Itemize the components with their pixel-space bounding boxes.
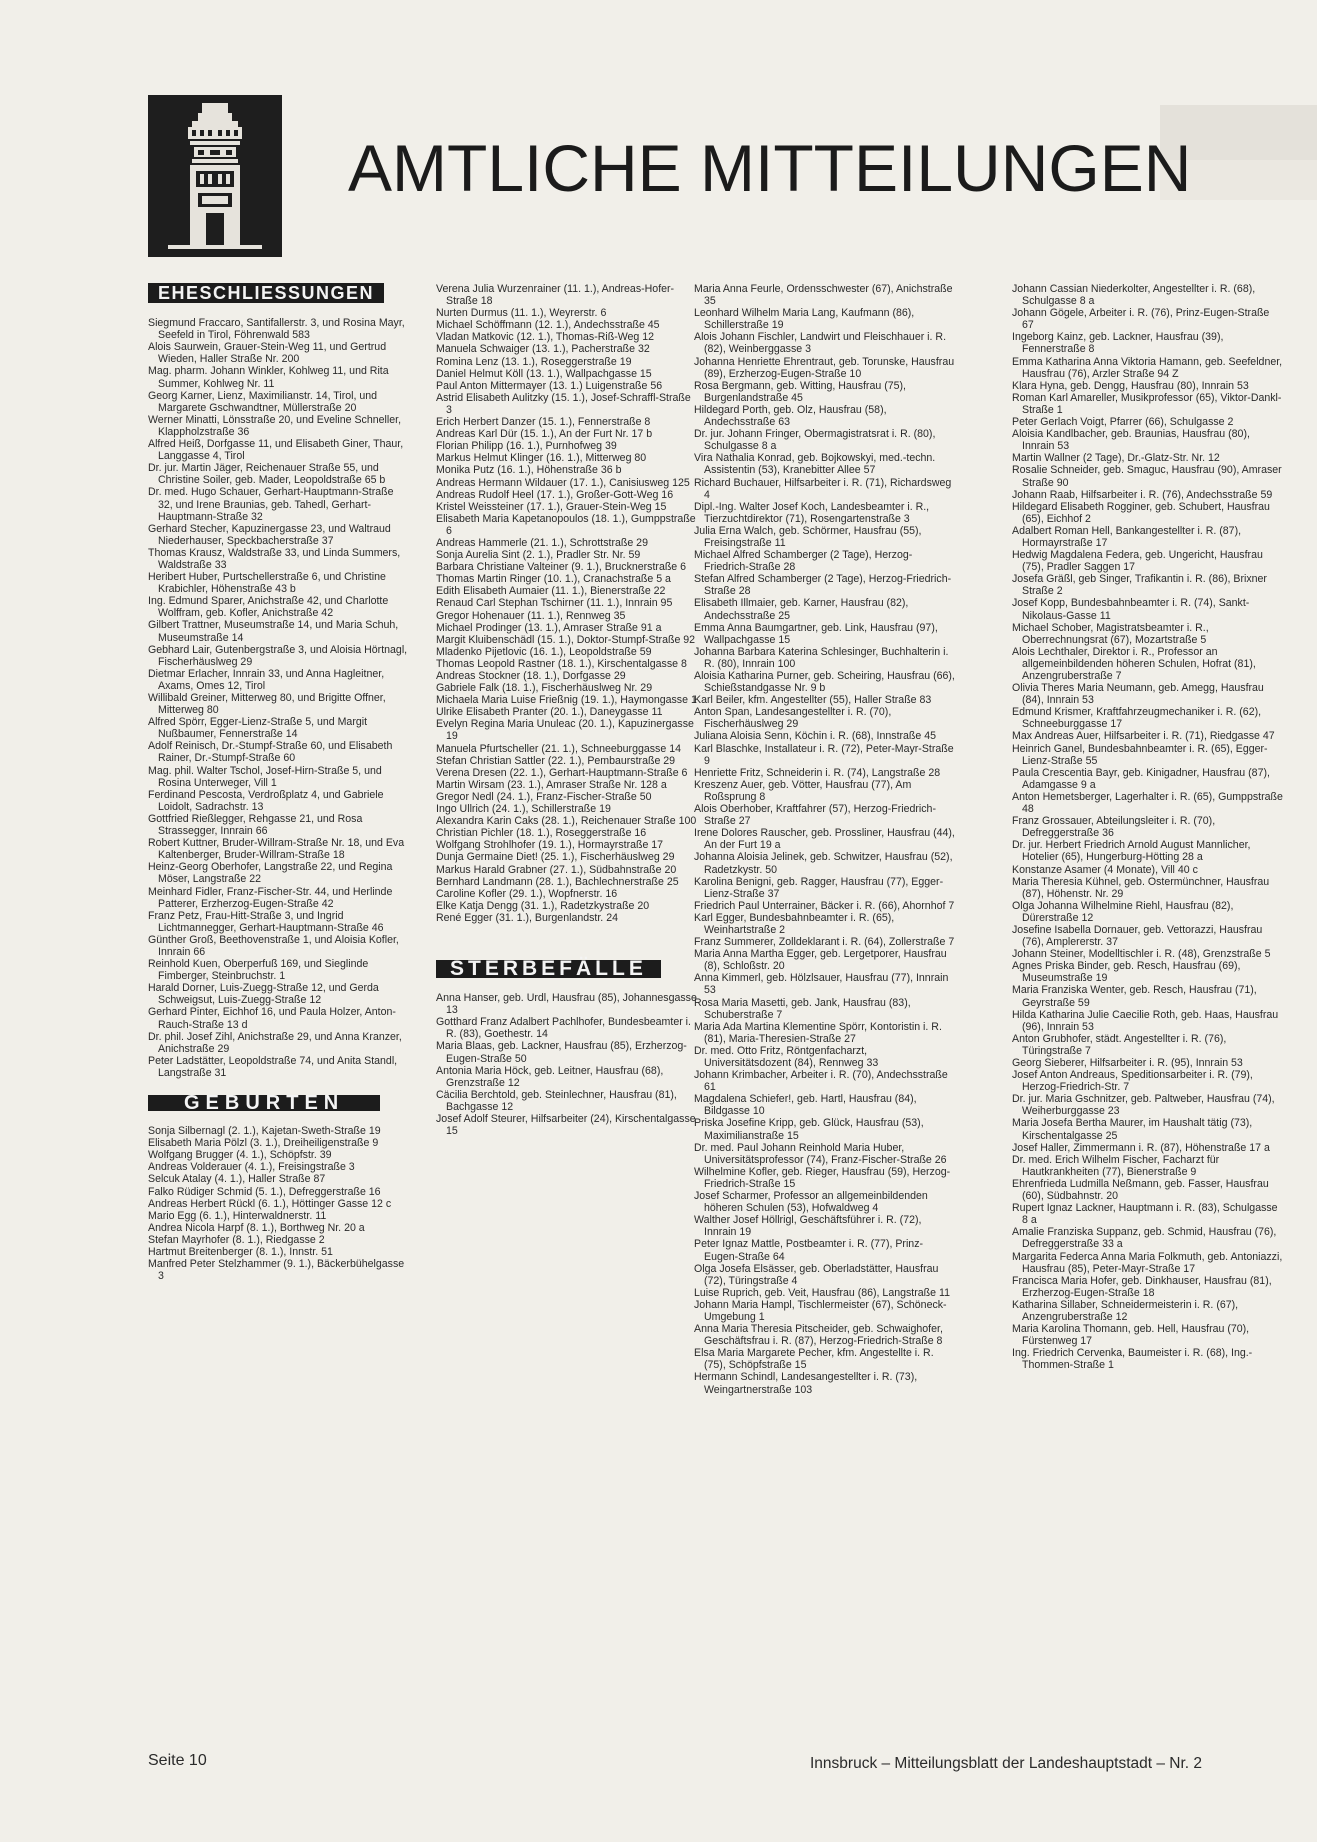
list-item: Verena Julia Wurzenrainer (11. 1.), Andreas-Hofer-Straße 18 (436, 283, 675, 308)
list-item: Kreszenz Auer, geb. Vötter, Hausfrau (77), Am Roßsprung 8 (694, 778, 912, 803)
list-item: Emma Anna Baumgartner, geb. Link, Hausfrau (97), Wallpachgasse 15 (694, 621, 938, 646)
list-item: Dr. med. Paul Johann Reinhold Maria Huber, Universitätsprofessor (74), Franz-Fischer-Straße 26 (694, 1141, 947, 1166)
list-item: René Egger (31. 1.), Burgenlandstr. 24 (436, 911, 618, 924)
list-item: Hartmut Breitenberger (8. 1.), Innstr. 51 (148, 1246, 333, 1259)
list-item: Anton Hemetsberger, Lagerhalter i. R. (65), Gumppstraße 48 (1012, 790, 1283, 816)
section-heading-marriages: EHESCHLIESSUNGEN (148, 283, 384, 303)
list-item: Ingeborg Kainz, geb. Lackner, Hausfrau (39), Fennerstraße 8 (1012, 331, 1224, 356)
list-item: Gottfried Rießlegger, Rehgasse 21, und Rosa Strassegger, Innrain 66 (148, 812, 363, 838)
column-4 (1012, 283, 1284, 1371)
list-item: Agnes Priska Binder, geb. Resch, Hausfrau (69), Museumstraße 19 (1012, 960, 1241, 985)
list-item: Gotthard Franz Adalbert Pachlhofer, Bundesbeamter i. R. (83), Goethestr. 14 (436, 1016, 691, 1041)
list-item: Maria Josefa Bertha Maurer, im Haushalt tätig (73), Kirschentalgasse 25 (1012, 1117, 1253, 1142)
list-item: Hilda Katharina Julie Caecilie Roth, geb. Haas, Hausfrau (96), Innrain 53 (1012, 1008, 1279, 1033)
list-item: Wilhelmine Kofler, geb. Rieger, Hausfrau (59), Herzog-Friedrich-Straße 15 (694, 1165, 951, 1190)
list-item: Olga Johanna Wilhelmine Riehl, Hausfrau (82), Dürerstraße 12 (1012, 899, 1234, 924)
list-item: Erich Herbert Danzer (15. 1.), Fennerstraße 8 (436, 416, 651, 429)
column-3 (694, 283, 956, 1396)
list-item: Rosa Maria Masetti, geb. Jank, Hausfrau (83), Schuberstraße 7 (694, 996, 911, 1021)
list-item: Luise Ruprich, geb. Veit, Hausfrau (86), Langstraße 11 (694, 1286, 950, 1299)
list-item: Michael Prodinger (13. 1.), Amraser Straße 91 a (436, 621, 662, 634)
list-item: Martin Wallner (2 Tage), Dr.-Glatz-Str. Nr. 12 (1012, 452, 1220, 465)
list-item: Klara Hyna, geb. Dengg, Hausfrau (80), Innrain 53 (1012, 379, 1249, 392)
list-item: Friedrich Paul Unterrainer, Bäcker i. R. (66), Ahornhof 7 (694, 899, 955, 912)
section-heading-births: GEBURTEN (148, 1095, 380, 1111)
list-item: Evelyn Regina Maria Unuleac (20. 1.), Kapuzinergasse 19 (436, 718, 694, 743)
list-item: Gabriele Falk (18. 1.), Fischerhäuslweg Nr. 29 (436, 682, 653, 695)
list-item: Michael Schöffmann (12. 1.), Andechsstraße 45 (436, 319, 660, 332)
list-item: Florian Philipp (16. 1.), Purnhofweg 39 (436, 440, 617, 453)
list-item: Dr. med. Otto Fritz, Röntgenfacharzt, Universitätsdozent (84), Rennweg 33 (694, 1044, 879, 1069)
list-item: Andreas Stockner (18. 1.), Dorfgasse 29 (436, 670, 626, 682)
births-list (148, 1125, 410, 1282)
list-item: Hildegard Porth, geb. Olz, Hausfrau (58), Andechsstraße 63 (694, 403, 887, 429)
list-item: Andrea Nicola Harpf (8. 1.), Borthweg Nr. 20 a (148, 1221, 365, 1234)
list-item: Markus Harald Grabner (27. 1.), Südbahnstraße 20 (436, 863, 677, 876)
list-item: Karl Egger, Bundesbahnbeamter i. R. (65), Weinhartstraße 2 (694, 911, 895, 936)
list-item: Adalbert Roman Hell, Bankangestellter i. R. (87), Hormayrstraße 17 (1012, 524, 1242, 549)
list-item: Wolfgang Brugger (4. 1.), Schöpfstr. 39 (148, 1149, 332, 1162)
list-item: Meinhard Fidler, Franz-Fischer-Str. 44, und Herlinde Patterer, Erzherzog-Eugen-Straße 42 (148, 885, 393, 910)
list-item: Dr. med. Hugo Schauer, Gerhart-Hauptmann-Straße 32, und Irene Braunias, geb. Tahedl, Gerhart-Hauptmann-Straße 32 (148, 486, 394, 523)
list-item: Dr. jur. Martin Jäger, Reichenauer Straße 55, und Christine Soiler, geb. Mader, Leopoldstraße 65 b (148, 462, 386, 487)
list-item: Mladenko Pijetlovic (16. 1.), Leopoldstraße 59 (436, 645, 652, 658)
list-item: Johann Raab, Hilfsarbeiter i. R. (76), Andechsstraße 59 (1012, 488, 1273, 501)
list-item: Elisabeth Maria Kapetanopoulos (18. 1.), Gumppstraße 6 (436, 512, 696, 537)
list-item: Hedwig Magdalena Federa, geb. Ungericht, Hausfrau (75), Pradler Saggen 17 (1012, 549, 1263, 574)
list-item: Mario Egg (6. 1.), Hinterwaldnerstr. 11 (148, 1209, 327, 1222)
list-item: Vira Nathalia Konrad, geb. Bojkowskyi, med.-techn. Assistentin (53), Kranebitter Allee 57 (694, 452, 936, 477)
list-item: Walther Josef Höllrigl, Geschäftsführer i. R. (72), Innrain 19 (694, 1214, 922, 1239)
list-item: Georg Karner, Lienz, Maximilianstr. 14, Tirol, und Margarete Gschwandtner, Müllerstraße 20 (148, 389, 378, 414)
list-item: Franz Grossauer, Abteilungsleiter i. R. (70), Defreggerstraße 36 (1012, 815, 1216, 840)
list-item: Ehrenfrieda Ludmilla Neßmann, geb. Fasser, Hausfrau (60), Südbahnstr. 20 (1012, 1177, 1269, 1203)
list-item: Gerhard Stecher, Kapuzinergasse 23, und Waltraud Niederhauser, Speckbacherstraße 37 (148, 522, 391, 547)
list-item: Olivia Theres Maria Neumann, geb. Amegg, Hausfrau (84), Innrain 53 (1012, 682, 1264, 707)
list-item: Monika Putz (16. 1.), Höhenstraße 36 b (436, 464, 622, 477)
list-item: Maria Anna Feurle, Ordensschwester (67), Anichstraße 35 (694, 283, 953, 308)
list-item: Anna Maria Theresia Pitscheider, geb. Schwaighofer, Geschäftsfrau i. R. (87), Herzog-Friedrich-Straße 8 (694, 1323, 943, 1348)
list-item: Sonja Silbernagl (2. 1.), Kajetan-Sweth-Straße 19 (148, 1125, 381, 1138)
list-item: Juliana Aloisia Senn, Köchin i. R. (68), Innstraße 45 (694, 730, 937, 743)
list-item: Mag. pharm. Johann Winkler, Kohlweg 11, und Rita Summer, Kohlweg Nr. 11 (148, 365, 389, 390)
list-item: Caroline Kofler (29. 1.), Wopfnerstr. 16 (436, 887, 618, 900)
list-item: Priska Josefine Kripp, geb. Glück, Hausfrau (53), Maximilianstraße 15 (694, 1117, 924, 1142)
list-item: Katharina Sillaber, Schneidermeisterin i. R. (67), Anzengruberstraße 12 (1012, 1298, 1239, 1323)
list-item: Vladan Matkovic (12. 1.), Thomas-Riß-Weg 12 (436, 331, 655, 344)
list-item: Bernhard Landmann (28. 1.), Bachlechnerstraße 25 (436, 875, 679, 888)
list-item: Alfred Spörr, Egger-Lienz-Straße 5, und Margit Nußbaumer, Fennerstraße 14 (148, 716, 368, 741)
list-item: Maria Anna Martha Egger, geb. Lergetporer, Hausfrau (8), Schloßstr. 20 (694, 948, 947, 973)
list-item: Maria Karolina Thomann, geb. Hell, Hausfrau (70), Fürstenweg 17 (1012, 1323, 1250, 1348)
list-item: Martin Wirsam (23. 1.), Amraser Straße Nr. 128 a (436, 778, 667, 791)
list-item: Michael Alfred Schamberger (2 Tage), Herzog-Friedrich-Straße 28 (694, 549, 913, 574)
list-item: Werner Minatti, Lönsstraße 20, und Eveline Schneller, Klappholzstraße 36 (148, 413, 402, 438)
list-item: Mag. phil. Walter Tschol, Josef-Hirn-Straße 5, und Rosina Unterweger, Vill 1 (148, 764, 382, 789)
list-item: Karolina Benigni, geb. Ragger, Hausfrau (77), Egger-Lienz-Straße 37 (694, 875, 944, 900)
section-heading-deaths: STERBEFÄLLE (436, 960, 661, 978)
list-item: Astrid Elisabeth Aulitzky (15. 1.), Josef-Schraffl-Straße 3 (436, 391, 691, 416)
list-item: Franz Summerer, Zolldeklarant i. R. (64), Zollerstraße 7 (694, 936, 955, 949)
list-item: Ulrike Elisabeth Pranter (20. 1.), Daneygasse 11 (436, 706, 663, 719)
list-item: Ing. Edmund Sparer, Anichstraße 42, und Charlotte Wolffram, geb. Kofler, Anichstraße 42 (148, 595, 389, 620)
list-item: Thomas Krausz, Waldstraße 33, und Linda Summers, Waldstraße 33 (148, 546, 401, 571)
list-item: Hermann Schindl, Landesangestellter i. R. (73), Weingartnerstraße 103 (694, 1371, 918, 1396)
list-item: Reinhold Kuen, Oberperfuß 169, und Sieglinde Fimberger, Steinbruchstr. 1 (148, 958, 369, 983)
list-item: Falko Rüdiger Schmid (5. 1.), Defreggerstraße 16 (148, 1185, 381, 1198)
list-item: Wolfgang Strohlhofer (19. 1.), Hormayrstraße 17 (436, 839, 664, 852)
list-item: Kristel Weissteiner (17. 1.), Grauer-Stein-Weg 15 (436, 500, 667, 513)
list-item: Ingo Ullrich (24. 1.), Schillerstraße 19 (436, 803, 611, 816)
list-item: Elke Katja Dengg (31. 1.), Radetzkystraße 20 (436, 899, 650, 912)
list-item: Heinz-Georg Oberhofer, Langstraße 22, und Regina Möser, Langstraße 22 (148, 861, 393, 886)
list-item: Selcuk Atalay (4. 1.), Haller Straße 87 (148, 1173, 326, 1186)
list-item: Barbara Christiane Valteiner (9. 1.), Brucknerstraße 6 (436, 561, 687, 574)
list-item: Andreas Karl Dür (15. 1.), An der Furt Nr. 17 b (436, 428, 653, 441)
list-item: Antonia Maria Höck, geb. Leitner, Hausfrau (68), Grenzstraße 12 (436, 1064, 664, 1089)
list-item: Rupert Ignaz Lackner, Hauptmann i. R. (83), Schulgasse 8 a (1012, 1202, 1278, 1227)
list-item: Verena Dresen (22. 1.), Gerhart-Hauptmann-Straße 6 (436, 766, 688, 779)
list-item: Amalie Franziska Suppanz, geb. Schmid, Hausfrau (76), Defreggerstraße 33 a (1012, 1226, 1277, 1251)
list-item: Johann Cassian Niederkolter, Angestellter i. R. (68), Schulgasse 8 a (1012, 283, 1256, 308)
column-2 (436, 283, 698, 1137)
list-item: Dr. jur. Maria Gschnitzer, geb. Paltweber, Hausfrau (74), Weiherburggasse 23 (1012, 1093, 1275, 1118)
list-item: Elisabeth Maria Pölzl (3. 1.), Dreiheiligenstraße 9 (148, 1137, 379, 1150)
list-item: Dietmar Erlacher, Innrain 33, und Anna Hagleitner, Axams, Omes 12, Tirol (148, 667, 385, 692)
list-item: Gebhard Lair, Gutenbergstraße 3, und Aloisia Hörtnagl, Fischerhäuslweg 29 (148, 643, 408, 668)
list-item: Aloisia Katharina Purner, geb. Scheiring, Hausfrau (66), Schießstandgasse Nr. 9 b (694, 670, 955, 695)
list-item: Roman Karl Amareller, Musikprofessor (65), Viktor-Dankl-Straße 1 (1012, 391, 1282, 416)
list-item: Nurten Durmus (11. 1.), Weyrerstr. 6 (436, 307, 607, 320)
list-item: Andreas Rudolf Heel (17. 1.), Großer-Gott-Weg 16 (436, 488, 674, 501)
list-item: Daniel Helmut Köll (13. 1.), Wallpachgasse 15 (436, 367, 652, 380)
list-item: Cäcilia Berchtold, geb. Steinlechner, Hausfrau (81), Bachgasse 12 (436, 1088, 677, 1113)
list-item: Josef Haller, Zimmermann i. R. (87), Höhenstraße 17 a (1012, 1141, 1270, 1154)
marriages-list (148, 317, 410, 1079)
list-item: Olga Josefa Elsässer, geb. Oberladstätter, Hausfrau (72), Türingstraße 4 (694, 1262, 939, 1287)
list-item: Karl Beiler, kfm. Angestellter (55), Haller Straße 83 (694, 694, 932, 707)
list-item: Johanna Barbara Katerina Schlesinger, Buchhalterin i. R. (80), Innrain 100 (694, 645, 949, 670)
list-item: Gregor Nedl (24. 1.), Franz-Fischer-Straße 50 (436, 790, 652, 803)
publication-name: Innsbruck – Mitteilungsblatt der Landeshauptstadt – Nr. 2 (810, 1755, 1203, 1772)
list-item: Peter Ignaz Mattle, Postbeamter i. R. (77), Prinz-Eugen-Straße 64 (694, 1238, 924, 1263)
list-item: Paul Anton Mittermayer (13. 1.) Luigenstraße 56 (436, 379, 663, 392)
list-item: Maria Franziska Wenter, geb. Resch, Hausfrau (71), Geyrstraße 59 (1012, 984, 1257, 1009)
list-item: Edmund Krismer, Kraftfahrzeugmechaniker i. R. (62), Schneeburggasse 17 (1012, 706, 1262, 731)
list-item: Edith Elisabeth Aumaier (11. 1.), Bienerstraße 22 (436, 585, 666, 598)
list-item: Thomas Martin Ringer (10. 1.), Cranachstraße 5 a (436, 573, 671, 586)
list-item: Siegmund Fraccaro, Santifallerstr. 3, und Rosina Mayr, Seefeld in Tirol, Föhrenwald 583 (148, 317, 405, 342)
list-item: Margit Kluibenschädl (15. 1.), Doktor-Stumpf-Straße 92 (436, 633, 696, 646)
list-item: Alexandra Karin Caks (28. 1.), Reichenauer Straße 100 (436, 815, 697, 828)
list-item: Günther Groß, Beethovenstraße 1, und Aloisia Kofler, Innrain 66 (148, 933, 399, 958)
list-item: Markus Helmut Klinger (16. 1.), Mitterweg 80 (436, 452, 647, 465)
list-item: Manuela Pfurtscheller (21. 1.), Schneeburggasse 14 (436, 742, 681, 755)
list-item: Peter Ladstätter, Leopoldstraße 74, und Anita Standl, Langstraße 31 (148, 1054, 398, 1079)
list-item: Josef Scharmer, Professor an allgemeinbildenden höheren Schulen (53), Hofwaldweg 4 (694, 1190, 928, 1215)
list-item: Andreas Herbert Rückl (6. 1.), Höttinger Gasse 12 c (148, 1197, 392, 1210)
list-item: Franz Petz, Frau-Hitt-Straße 3, und Ingrid Lichtmannegger, Gerhart-Hauptmann-Straße 46 (148, 909, 384, 934)
list-item: Stefan Alfred Schamberger (2 Tage), Herzog-Friedrich-Straße 28 (694, 573, 952, 598)
deaths-list-continued-2 (1012, 283, 1284, 1371)
list-item: Magdalena Schiefer!, geb. Hartl, Hausfrau (84), Bildgasse 10 (694, 1093, 917, 1118)
list-item: Stefan Christian Sattler (22. 1.), Pembaurstraße 29 (436, 754, 676, 767)
list-item: Heinrich Ganel, Bundesbahnbeamter i. R. (65), Egger-Lienz-Straße 55 (1012, 742, 1268, 767)
list-item: Hildegard Elisabeth Rogginer, geb. Schubert, Hausfrau (65), Eichhof 2 (1012, 500, 1270, 525)
list-item: Elisabeth Illmaier, geb. Karner, Hausfrau (82), Andechsstraße 25 (694, 597, 909, 622)
list-item: Maria Blaas, geb. Lackner, Hausfrau (85), Erzherzog-Eugen-Straße 50 (436, 1040, 687, 1065)
list-item: Max Andreas Auer, Hilfsarbeiter i. R. (71), Riedgasse 47 (1012, 730, 1275, 743)
list-item: Josef Adolf Steurer, Hilfsarbeiter (24), Kirschentalgasse 15 (436, 1113, 696, 1138)
list-item: Johann Maria Hampl, Tischlermeister (67), Schöneck-Umgebung 1 (694, 1298, 947, 1323)
list-item: Romina Lenz (13. 1.), Roseggerstraße 19 (436, 355, 632, 368)
list-item: Sonja Aurelia Sint (2. 1.), Pradler Str. Nr. 59 (436, 549, 641, 562)
list-item: Alois Saurwein, Grauer-Stein-Weg 11, und Gertrud Wieden, Haller Straße Nr. 200 (148, 341, 387, 366)
page-number: Seite 10 (148, 1752, 207, 1769)
list-item: Dr. jur. Johann Fringer, Obermagistratsrat i. R. (80), Schulgasse 8 a (694, 428, 936, 453)
list-item: Dr. jur. Herbert Friedrich Arnold August Mannlicher, Hotelier (65), Hungerburg-Hötting 28 a (1012, 839, 1251, 864)
list-item: Andreas Hermann Wildauer (17. 1.), Canisiusweg 125 (436, 476, 690, 489)
list-item: Josefa Gräßl, geb Singer, Trafikantin i. R. (86), Brixner Straße 2 (1012, 573, 1267, 598)
list-item: Margarita Federca Anna Maria Folkmuth, geb. Antoniazzi, Hausfrau (85), Peter-Mayr-Straße 17 (1012, 1250, 1283, 1275)
list-item: Manuela Schwaiger (13. 1.), Pacherstraße 32 (436, 343, 650, 356)
list-item: Peter Gerlach Voigt, Pfarrer (66), Schulgasse 2 (1012, 416, 1234, 429)
list-item: Johann Krimbacher, Arbeiter i. R. (70), Andechsstraße 61 (694, 1069, 948, 1094)
list-item: Henriette Fritz, Schneiderin i. R. (74), Langstraße 28 (694, 766, 941, 779)
list-item: Johann Steiner, Modelltischler i. R. (48), Grenzstraße 5 (1012, 948, 1271, 961)
list-item: Alois Lechthaler, Direktor i. R., Professor an allgemeinbildenden höheren Schulen, Hofrat (81), Anzengruberstraße 7 (1012, 645, 1256, 682)
list-item: Paula Crescentia Bayr, geb. Kinigadner, Hausfrau (87), Adamgasse 9 a (1012, 766, 1270, 791)
list-item: Johann Gögele, Arbeiter i. R. (76), Prinz-Eugen-Straße 67 (1012, 307, 1270, 332)
list-item: Karl Blaschke, Installateur i. R. (72), Peter-Mayr-Straße 9 (694, 742, 954, 767)
list-item: Dipl.-Ing. Walter Josef Koch, Landesbeamter i. R., Tierzuchtdirektor (71), Rosengartenstraße 3 (694, 500, 930, 525)
list-item: Francisca Maria Hofer, geb. Dinkhauser, Hausfrau (81), Erzherzog-Eugen-Straße 18 (1012, 1274, 1272, 1299)
list-item: Michaela Maria Luise Frießnig (19. 1.), Haymongasse 1 (436, 694, 697, 707)
list-item: Stefan Mayrhofer (8. 1.), Riedgasse 2 (148, 1233, 325, 1246)
list-item: Rosalie Schneider, geb. Smaguc, Hausfrau (90), Amraser Straße 90 (1012, 464, 1282, 489)
list-item: Johanna Henriette Ehrentraut, geb. Torunske, Hausfrau (89), Erzherzog-Eugen-Straße 10 (694, 355, 955, 380)
list-item: Rosa Bergmann, geb. Witting, Hausfrau (75), Burgenlandstraße 45 (694, 379, 906, 404)
list-item: Josef Kopp, Bundesbahnbeamter i. R. (74), Sankt-Nikolaus-Gasse 11 (1012, 597, 1250, 622)
list-item: Heribert Huber, Purtschellerstraße 6, und Christine Krabichler, Höhenstraße 43 b (148, 571, 386, 596)
list-item: Andreas Hammerle (21. 1.), Schrottstraße 29 (436, 536, 648, 549)
list-item: Harald Dorner, Luis-Zuegg-Straße 12, und Gerda Schweigsut, Luis-Zuegg-Straße 12 (148, 982, 379, 1007)
births-list-continued (436, 283, 698, 924)
list-item: Christian Pichler (18. 1.), Roseggerstraße 16 (436, 827, 647, 840)
list-item: Anton Grubhofer, städt. Angestellter i. R. (76), Türingstraße 7 (1012, 1032, 1227, 1057)
list-item: Thomas Leopold Rastner (18. 1.), Kirschentalgasse 8 (436, 657, 687, 670)
deaths-list-continued (694, 283, 956, 1396)
list-item: Alois Oberhober, Kraftfahrer (57), Herzog-Friedrich-Straße 27 (694, 803, 936, 828)
list-item: Renaud Carl Stephan Tschirner (11. 1.), Innrain 95 (436, 597, 673, 610)
list-item: Ing. Friedrich Cervenka, Baumeister i. R. (68), Ing.-Thommen-Straße 1 (1012, 1347, 1253, 1372)
column-1 (148, 283, 410, 1282)
list-item: Maria Theresia Kühnel, geb. Ostermünchner, Hausfrau (87), Höhenstr. Nr. 29 (1012, 875, 1270, 900)
list-item: Irene Dolores Rauscher, geb. Prossliner, Hausfrau (44), An der Furt 19 a (694, 827, 955, 852)
list-item: Dunja Germaine Diet! (25. 1.), Fischerhäuslweg 29 (436, 851, 675, 864)
list-item: Gilbert Trattner, Museumstraße 14, und Maria Schuh, Museumstraße 14 (148, 619, 399, 644)
list-item: Richard Buchauer, Hilfsarbeiter i. R. (71), Richardsweg 4 (694, 476, 952, 501)
innsbruck-tower-icon (148, 95, 282, 257)
list-item: Konstanze Asamer (4 Monate), Vill 40 c (1012, 863, 1198, 876)
list-item: Gregor Hohenauer (11. 1.), Rennweg 35 (436, 609, 626, 622)
list-item: Alfred Heiß, Dorfgasse 11, und Elisabeth Giner, Thaur, Langgasse 4, Tirol (148, 438, 404, 463)
list-item: Anna Hanser, geb. Urdl, Hausfrau (85), Johannesgasse 13 (436, 992, 697, 1017)
list-item: Manfred Peter Stelzhammer (9. 1.), Bäckerbühelgasse 3 (148, 1258, 405, 1283)
list-item: Andreas Volderauer (4. 1.), Freisingstraße 3 (148, 1161, 355, 1174)
page-title: AMTLICHE MITTEILUNGEN (348, 131, 1192, 205)
list-item: Anton Span, Landesangestellter i. R. (70), Fischerhäuslweg 29 (694, 706, 892, 731)
list-item: Anna Kimmerl, geb. Hölzlsauer, Hausfrau (77), Innrain 53 (694, 972, 949, 997)
list-item: Josef Anton Andreaus, Speditionsarbeiter i. R. (79), Herzog-Friedrich-Str. 7 (1012, 1069, 1253, 1094)
list-item: Johanna Aloisia Jelinek, geb. Schwitzer, Hausfrau (52), Radetzkystr. 50 (694, 851, 953, 876)
list-item: Julia Erna Walch, geb. Schörmer, Hausfrau (55), Freisingstraße 11 (694, 524, 922, 549)
list-item: Dr. phil. Josef Zihl, Anichstraße 29, und Anna Kranzer, Anichstraße 29 (148, 1030, 402, 1055)
list-item: Emma Katharina Anna Viktoria Hamann, geb. Seefeldner, Hausfrau (76), Arzler Straße 94 Z (1012, 355, 1283, 380)
list-item: Elsa Maria Margarete Pecher, kfm. Angestellte i. R. (75), Schöpfstraße 15 (694, 1347, 934, 1372)
list-item: Gerhard Pinter, Eichhof 16, und Paula Holzer, Anton-Rauch-Straße 13 d (148, 1006, 396, 1031)
list-item: Georg Sieberer, Hilfsarbeiter i. R. (95), Innrain 53 (1012, 1057, 1243, 1069)
list-item: Robert Kuttner, Bruder-Willram-Straße Nr. 18, und Eva Kaltenberger, Bruder-Willram-Straße 18 (148, 837, 405, 862)
list-item: Maria Ada Martina Klementine Spörr, Kontoristin i. R. (81), Maria-Theresien-Straße 27 (694, 1020, 942, 1045)
list-item: Josefine Isabella Dornauer, geb. Vettorazzi, Hausfrau (76), Amplererstr. 37 (1012, 923, 1263, 949)
list-item: Dr. med. Erich Wilhelm Fischer, Facharzt für Hautkrankheiten (77), Bienerstraße 9 (1012, 1153, 1220, 1178)
list-item: Leonhard Wilhelm Maria Lang, Kaufmann (86), Schillerstraße 19 (694, 307, 915, 332)
list-item: Willibald Greiner, Mitterweg 80, und Brigitte Offner, Mitterweg 80 (148, 692, 386, 717)
deaths-list (436, 992, 698, 1137)
list-item: Michael Schober, Magistratsbeamter i. R., Oberrechnungsrat (67), Mozartstraße 5 (1012, 621, 1209, 646)
list-item: Ferdinand Pescosta, Verdroßplatz 4, und Gabriele Loidolt, Sadrachstr. 13 (148, 788, 384, 813)
list-item: Alois Johann Fischler, Landwirt und Fleischhauer i. R. (82), Weinberggasse 3 (694, 331, 947, 356)
list-item: Adolf Reinisch, Dr.-Stumpf-Straße 60, und Elisabeth Rainer, Dr.-Stumpf-Straße 60 (148, 740, 393, 765)
list-item: Aloisia Kandlbacher, geb. Braunias, Hausfrau (80), Innrain 53 (1012, 428, 1250, 453)
